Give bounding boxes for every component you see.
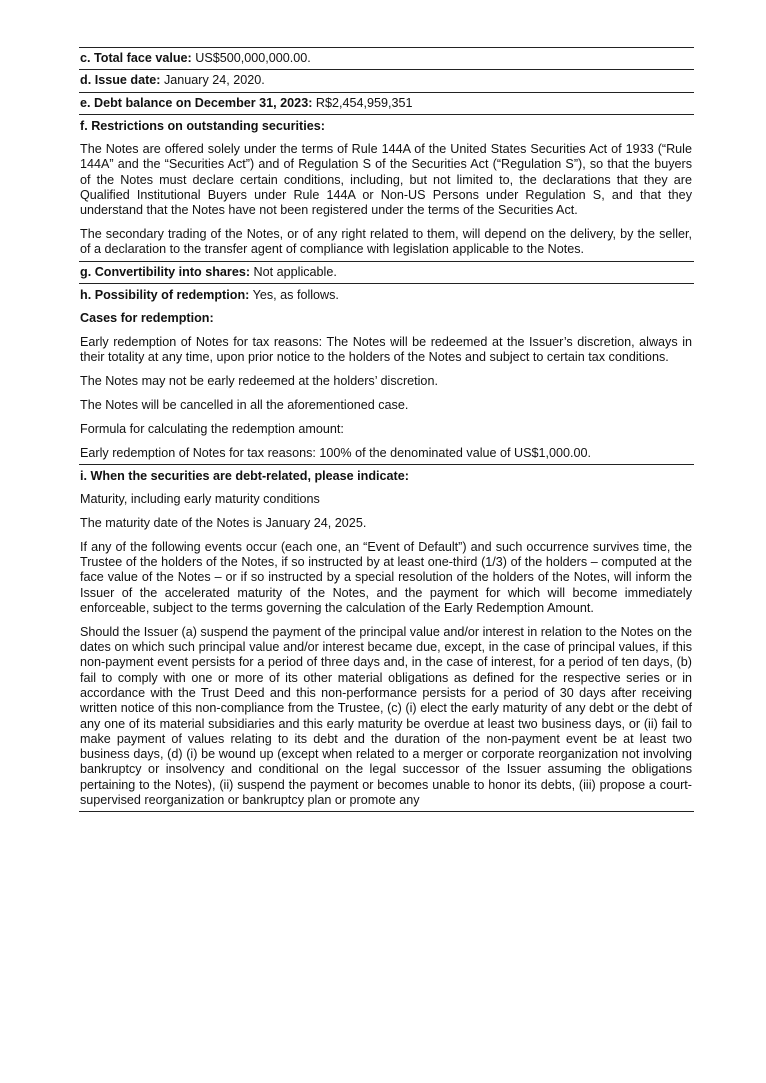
debt-balance: R$2,454,959,351 — [312, 95, 413, 110]
cases-for-redemption-heading: Cases for redemption: — [80, 311, 214, 326]
convertibility-row — [79, 261, 694, 283]
total-face-value-row — [79, 47, 694, 69]
paragraph: The maturity date of the Notes is January 24, 2025. — [80, 516, 367, 531]
redemption-heading — [80, 288, 692, 303]
paragraph: Should the Issuer (a) suspend the payment of the principal value and/or interest in relation to the Notes on the dates on which such principal value and/or interest became due, except, in the case of principal values, if this non-payment event persists for a period of three days and, in the case of interest, for a period of ten days, (b) fail to comply with one or more of its other material obligations as defined for the respective series or in accordance with the Trust Deed and this non-performance persists for a period of 30 days after receiving written notice of this non-compliance from the Trustee, (c) (i) elect the early maturity of any debt or the debt of any one of its material subsidiaries and this early maturity be overdue at least two business days, or (ii) fail to make payment of values relating to its debt and the duration of the non-payment event be at least two business days, (d) (i) be wound up (except when related to a merger or corporate reorganization not involving bankruptcy or insolvency and conditional on the legal successor of the Issuer assuming the obligations pertaining to the Notes), (ii) suspend the payment or becomes unable to honor its debts, (iii) propose a court-supervised reorganization or bankruptcy plan or promote any — [80, 624, 692, 808]
issue-date-row — [79, 69, 694, 91]
paragraph: The Notes will be cancelled in all the aforementioned case. — [80, 398, 409, 413]
paragraph: The Notes may not be early redeemed at the holders’ discretion. — [80, 374, 438, 389]
total-face-value: US$500,000,000.00. — [191, 51, 311, 65]
paragraph: Maturity, including early maturity conditions — [80, 492, 320, 507]
convertibility-label: g. Convertibility into shares: — [80, 264, 251, 279]
paragraph: Formula for calculating the redemption amount: — [80, 421, 344, 436]
restrictions-heading: f. Restrictions on outstanding securities: — [80, 118, 325, 133]
debt-balance-row — [79, 92, 694, 114]
paragraph: Early redemption of Notes for tax reasons: 100% of the denominated value of US$1,000.00. — [80, 445, 592, 460]
issue-date-label: d. Issue date: — [80, 73, 161, 88]
debt-related-section — [79, 464, 694, 812]
debt-balance-label: e. Debt balance on December 31, 2023: — [80, 95, 313, 110]
redemption-section — [79, 283, 694, 464]
total-face-value-label: c. Total face value: — [80, 51, 192, 65]
document-page — [79, 47, 694, 812]
paragraph: The Notes are offered solely under the terms of Rule 144A of the United States Securities Act of 1933 (“Rule 144A” and the “Securities Act”) and of Regulation S of the Securities Act (“Regulation S”), so that the buyers of the Notes must declare certain conditions, including, but not limited to, the declarations that they are Qualified Institutional Buyers under Rule 144A or Non-US Persons under Regulation S, and that they understand that the Notes have not been registered under the terms of the Securities Act. — [80, 142, 692, 218]
convertibility-value: Not applicable. — [250, 264, 337, 279]
issue-date: January 24, 2020. — [160, 73, 265, 88]
paragraph: The secondary trading of the Notes, or of any right related to them, will depend on the delivery, by the seller, of a declaration to the transfer agent of compliance with legislation applicable to the Notes. — [80, 227, 692, 257]
paragraph: If any of the following events occur (each one, an “Event of Default”) and such occurrence survives time, the Trustee of the holders of the Notes, if so instructed by at least one-third (1/3) of the holders – computed at the face value of the Notes – or if so instructed by a special resolution of the holders of the Notes, will inform the Issuer of the accelerated maturity of the Notes, and the payment for which will become immediately enforceable, subject to the terms governing the calculation of the Early Redemption Amount. — [80, 539, 692, 616]
paragraph: Early redemption of Notes for tax reasons: The Notes will be redeemed at the Issuer’s discretion, always in their totality at any time, upon prior notice to the holders of the Notes and subject to certain tax conditions. — [80, 335, 692, 365]
redemption-label: h. Possibility of redemption: — [80, 288, 250, 303]
redemption-value: Yes, as follows. — [249, 288, 339, 303]
debt-related-heading: i. When the securities are debt-related, please indicate: — [80, 468, 409, 483]
restrictions-section — [79, 114, 694, 261]
